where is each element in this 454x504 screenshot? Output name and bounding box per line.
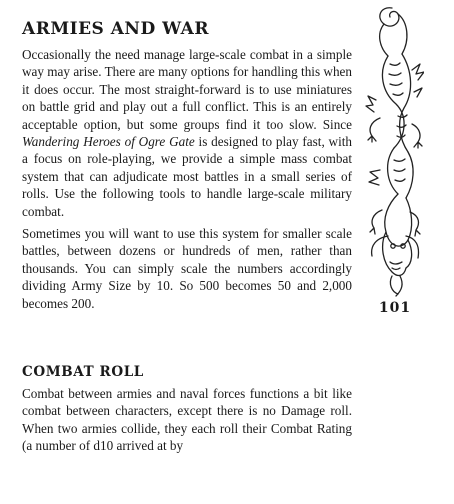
dragon-illustration-icon bbox=[362, 0, 424, 300]
section-paragraph-1 bbox=[22, 46, 352, 220]
subsection-column bbox=[22, 385, 352, 460]
main-column bbox=[22, 18, 352, 317]
section-paragraph-2: Sometimes you will want to use this system for smaller scale battles, between dozens or hundreds of men, rather than thousands. You can simply scale the numbers accordingly dividing Army Size by 10. So 500 becomes 50 and 2,000 becomes 200. bbox=[22, 226, 352, 311]
paragraph-text: Occasionally the need manage large-scale combat in a simple way may arise. There are many options for handling this when it does occur. The most straight-forward is to use miniatures on battle grid and play out a full conflict. This is an entirely acceptable option, but some groups find it too slow. Since bbox=[22, 47, 352, 132]
section-title: ARMIES AND WAR bbox=[22, 19, 209, 39]
book-title-italic: Wandering Heroes of Ogre Gate bbox=[22, 134, 195, 150]
subsection-title: COMBAT ROLL bbox=[22, 364, 144, 380]
page-number: 101 bbox=[378, 300, 412, 316]
subsection-paragraph-1: Combat between armies and naval forces functions a bit like combat between characters, except there is no Damage roll. When two armies collide, they each roll their Combat Rating (a number of d10 arrived at by bbox=[22, 386, 352, 454]
paragraph-text-cont: is designed to play fast, with a focus on role-playing, we provide a simple mass combat system that can adjudicate most battles in a small series of rolls. Use the following tools to handle large-scale military combat. bbox=[22, 134, 352, 219]
